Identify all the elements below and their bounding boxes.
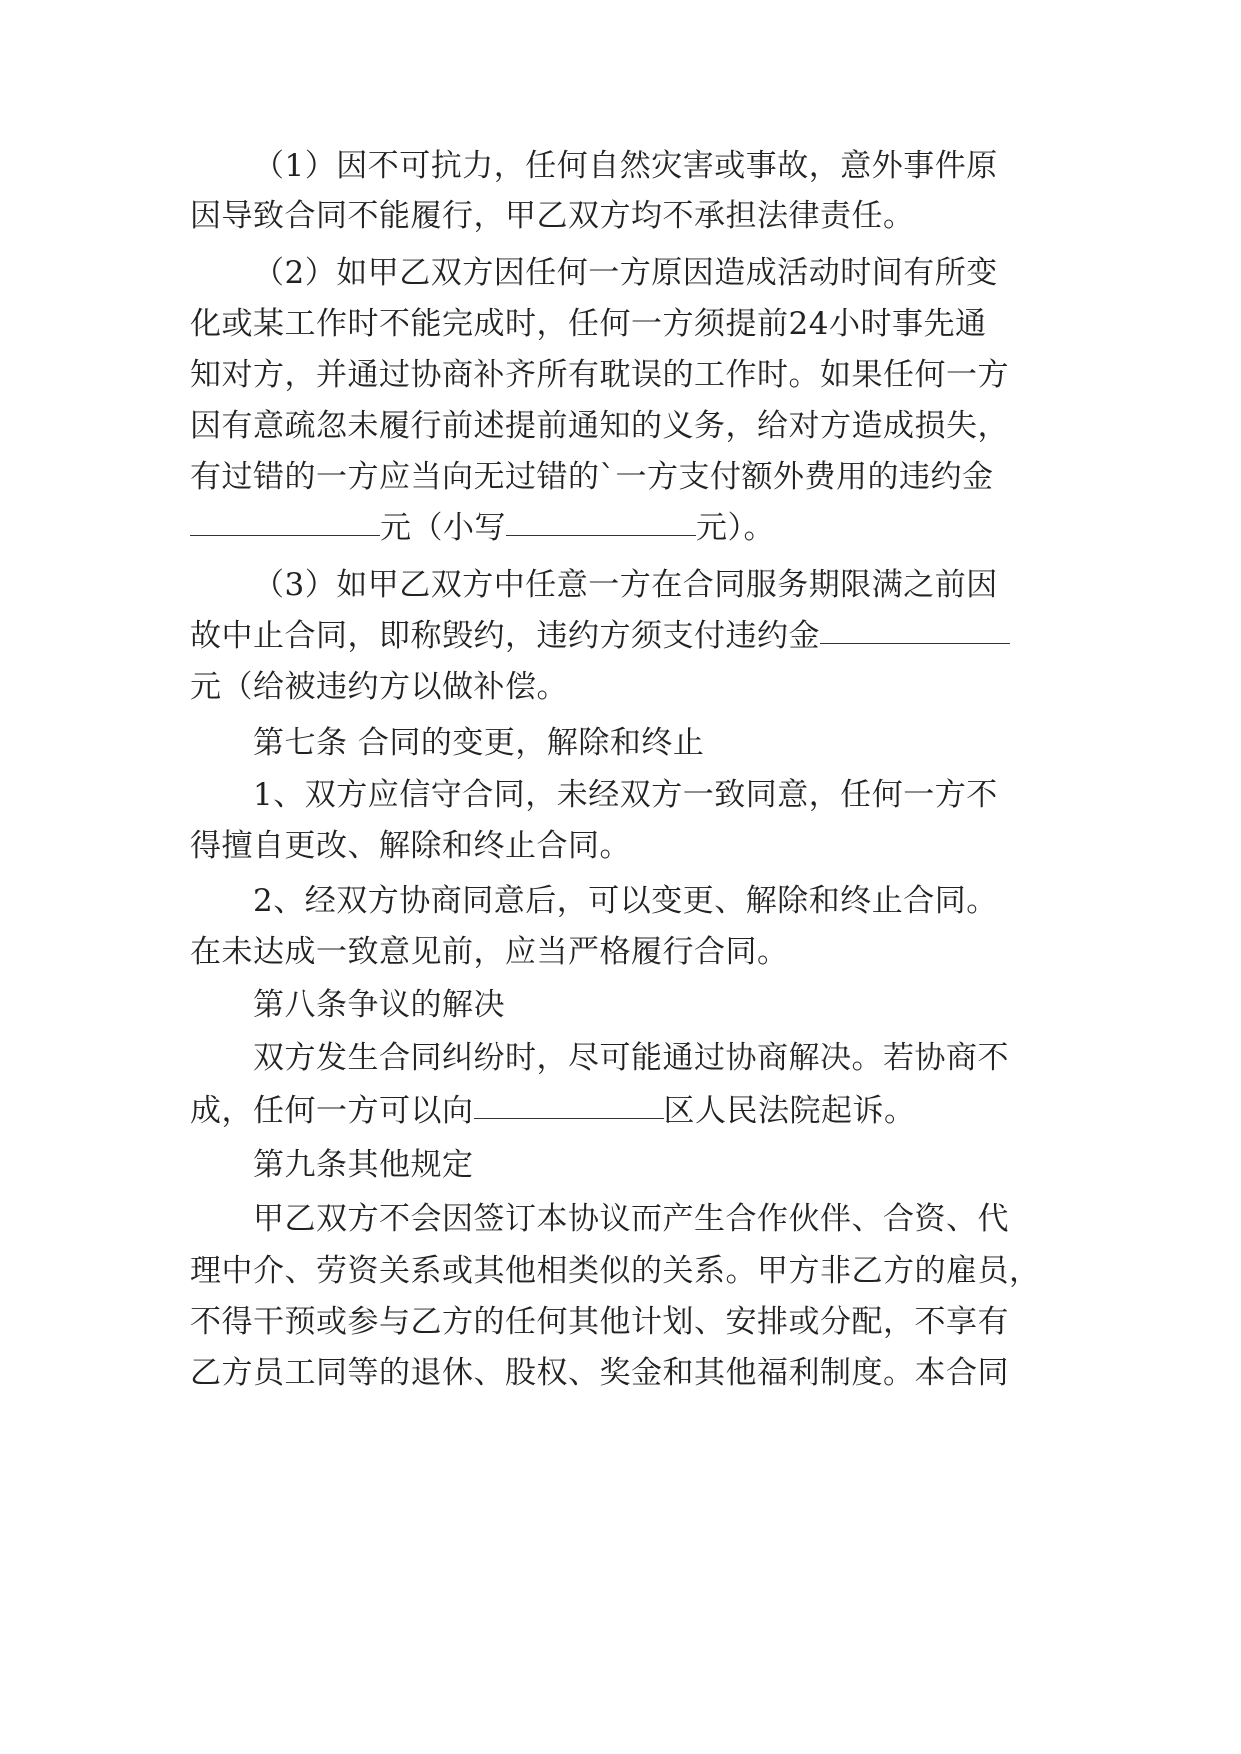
penalty-amount-lowercase-blank (506, 513, 696, 536)
breach-penalty-text: 故中止合同，即称毁约，违约方须支付违约金 (190, 618, 820, 654)
court-text-prefix: 成，任何一方可以向 (190, 1093, 474, 1129)
clause-6-item-2-line-2: 化或某工作时不能完成时，任何一方须提前24小时事先通 (190, 306, 987, 342)
penalty-amount-suffix: 元）。 (696, 510, 775, 546)
article-7-item-1-line-2: 得擅自更改、解除和终止合同。 (190, 828, 631, 864)
court-district-blank (474, 1096, 664, 1119)
penalty-amount-label: 元（小写 (380, 510, 506, 546)
court-text-suffix: 区人民法院起诉。 (663, 1093, 916, 1129)
article-7-item-2-line-1: 2、经双方协商同意后，可以变更、解除和终止合同。 (253, 883, 998, 919)
article-7-item-1-line-1: 1、双方应信守合同，未经双方一致同意，任何一方不 (253, 777, 998, 813)
clause-6-item-1-line-1: （1）因不可抗力，任何自然灾害或事故，意外事件原 (253, 148, 998, 184)
clause-6-item-3-line-3: 元（给被违约方以做补偿。 (190, 669, 568, 705)
clause-6-item-2-line-6 (190, 498, 1050, 558)
article-8-heading: 第八条争议的解决 (253, 987, 505, 1023)
article-9-heading: 第九条其他规定 (253, 1147, 474, 1183)
article-9-body-line-3: 不得干预或参与乙方的任何其他计划、安排或分配，不享有 (190, 1304, 1009, 1340)
article-8-body-line-1: 双方发生合同纠纷时，尽可能通过协商解决。若协商不 (253, 1040, 1009, 1076)
article-8-body-line-2 (190, 1081, 1050, 1141)
article-7-heading: 第七条 合同的变更，解除和终止 (253, 725, 705, 761)
penalty-amount-blank (190, 513, 380, 536)
article-9-body-line-2: 理中介、劳资关系或其他相类似的关系。甲方非乙方的雇员， (190, 1253, 1041, 1289)
clause-6-item-3-line-1: （3）如甲乙双方中任意一方在合同服务期限满之前因 (253, 567, 998, 603)
clause-6-item-2-line-3: 知对方，并通过协商补齐所有耽误的工作时。如果任何一方 (190, 357, 1009, 393)
clause-6-item-1-line-2: 因导致合同不能履行，甲乙双方均不承担法律责任。 (190, 198, 915, 234)
clause-6-item-2-line-5: 有过错的一方应当向无过错的`一方支付额外费用的违约金 (190, 459, 994, 495)
article-9-body-line-1: 甲乙双方不会因签订本协议而产生合作伙伴、合资、代 (253, 1201, 1009, 1237)
clause-6-item-2-line-4: 因有意疏忽未履行前述提前通知的义务，给对方造成损失， (190, 408, 1009, 444)
breach-penalty-blank (820, 621, 1010, 644)
article-7-item-2-line-2: 在未达成一致意见前，应当严格履行合同。 (190, 934, 789, 970)
article-9-body-line-4: 乙方员工同等的退休、股权、奖金和其他福利制度。本合同 (190, 1355, 1009, 1391)
clause-6-item-2-line-1: （2）如甲乙双方因任何一方原因造成活动时间有所变 (253, 255, 998, 291)
